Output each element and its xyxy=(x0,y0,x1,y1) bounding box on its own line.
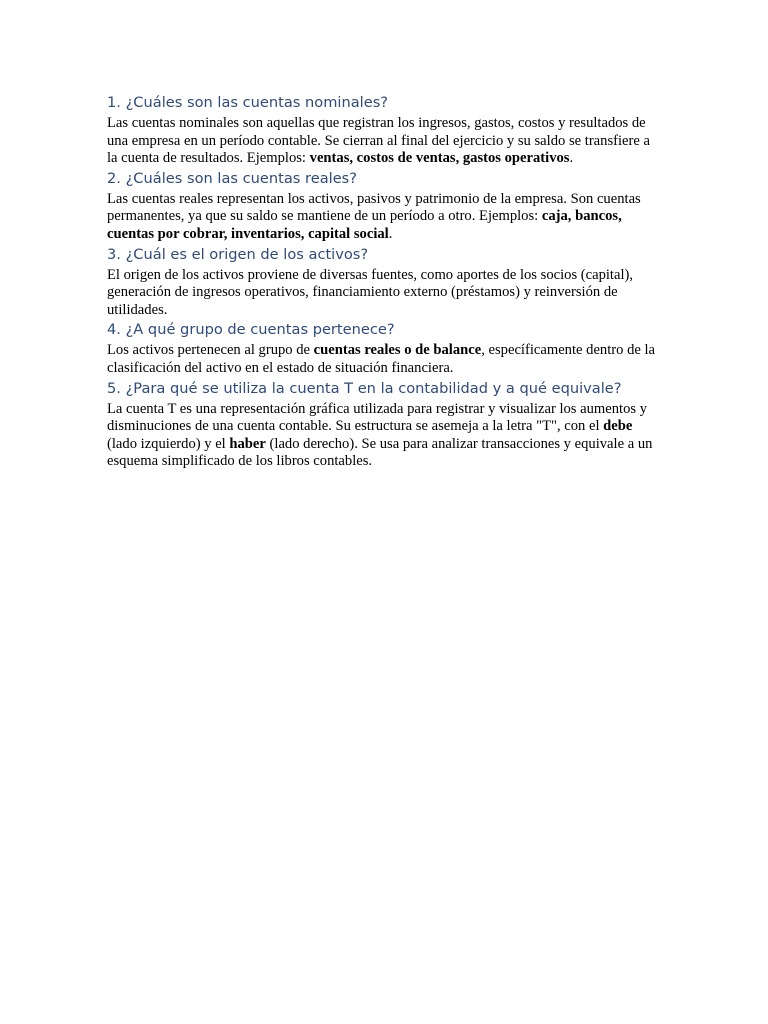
answer-bold-text: caja, bancos, cuentas por cobrar, inventarios, capital social xyxy=(107,208,622,242)
question-section-1 xyxy=(107,92,663,168)
answer-text: , específicamente dentro de la clasificación del activo en el estado de situación financiera. xyxy=(107,342,656,376)
answer-text: (lado derecho). Se usa para analizar transacciones y equivale a un esquema simplificado de los libros contables. xyxy=(107,435,653,470)
answer-paragraph xyxy=(107,191,663,244)
answer-text: . xyxy=(388,225,393,242)
answer-text: Las cuentas nominales son aquellas que registran los ingresos, gastos, costos y resultados de una empresa en un período contable. Se cierran al final del ejercicio y su saldo se transfiere a la cuenta de resultados. Ejemplos: xyxy=(107,115,650,167)
question-heading: 5. ¿Para qué se utiliza la cuenta T en la contabilidad y a qué equivale? xyxy=(107,379,622,397)
question-heading: 1. ¿Cuáles son las cuentas nominales? xyxy=(107,94,389,111)
answer-text: (lado izquierdo) y el xyxy=(107,435,230,452)
answer-bold-text: debe xyxy=(603,418,633,435)
answer-paragraph xyxy=(107,115,663,168)
document-page xyxy=(107,92,663,471)
answer-text: La cuenta T es una representación gráfica utilizada para registrar y visualizar los aumentos y disminuciones de una cuenta contable. Su estructura se asemeja a la letra "T", con el xyxy=(107,400,648,435)
answer-paragraph xyxy=(107,401,663,471)
answer-text: Los activos pertenecen al grupo de xyxy=(107,342,314,359)
question-section-3 xyxy=(107,244,663,320)
question-section-2 xyxy=(107,168,663,244)
answer-text: . xyxy=(569,150,574,167)
answer-bold-text: haber xyxy=(229,435,266,452)
answer-paragraph xyxy=(107,267,663,320)
answer-text: Las cuentas reales representan los activos, pasivos y patrimonio de la empresa. Son cuentas permanentes, ya que su saldo se mantiene de un período a otro. Ejemplos: xyxy=(107,190,641,225)
question-heading: 3. ¿Cuál es el origen de los activos? xyxy=(107,245,369,263)
answer-bold-text: ventas, costos de ventas, gastos operativos xyxy=(309,150,570,167)
answer-text: El origen de los activos proviene de diversas fuentes, como aportes de los socios (capital), generación de ingresos operativos, financiamiento externo (préstamos) y reinversión de utilidades. xyxy=(107,266,634,318)
question-section-5 xyxy=(107,378,663,471)
question-heading: 4. ¿A qué grupo de cuentas pertenece? xyxy=(107,321,395,339)
answer-bold-text: cuentas reales o de balance xyxy=(313,342,482,359)
question-heading: 2. ¿Cuáles son las cuentas reales? xyxy=(107,169,358,187)
answer-paragraph xyxy=(107,342,663,377)
question-section-4 xyxy=(107,319,663,377)
